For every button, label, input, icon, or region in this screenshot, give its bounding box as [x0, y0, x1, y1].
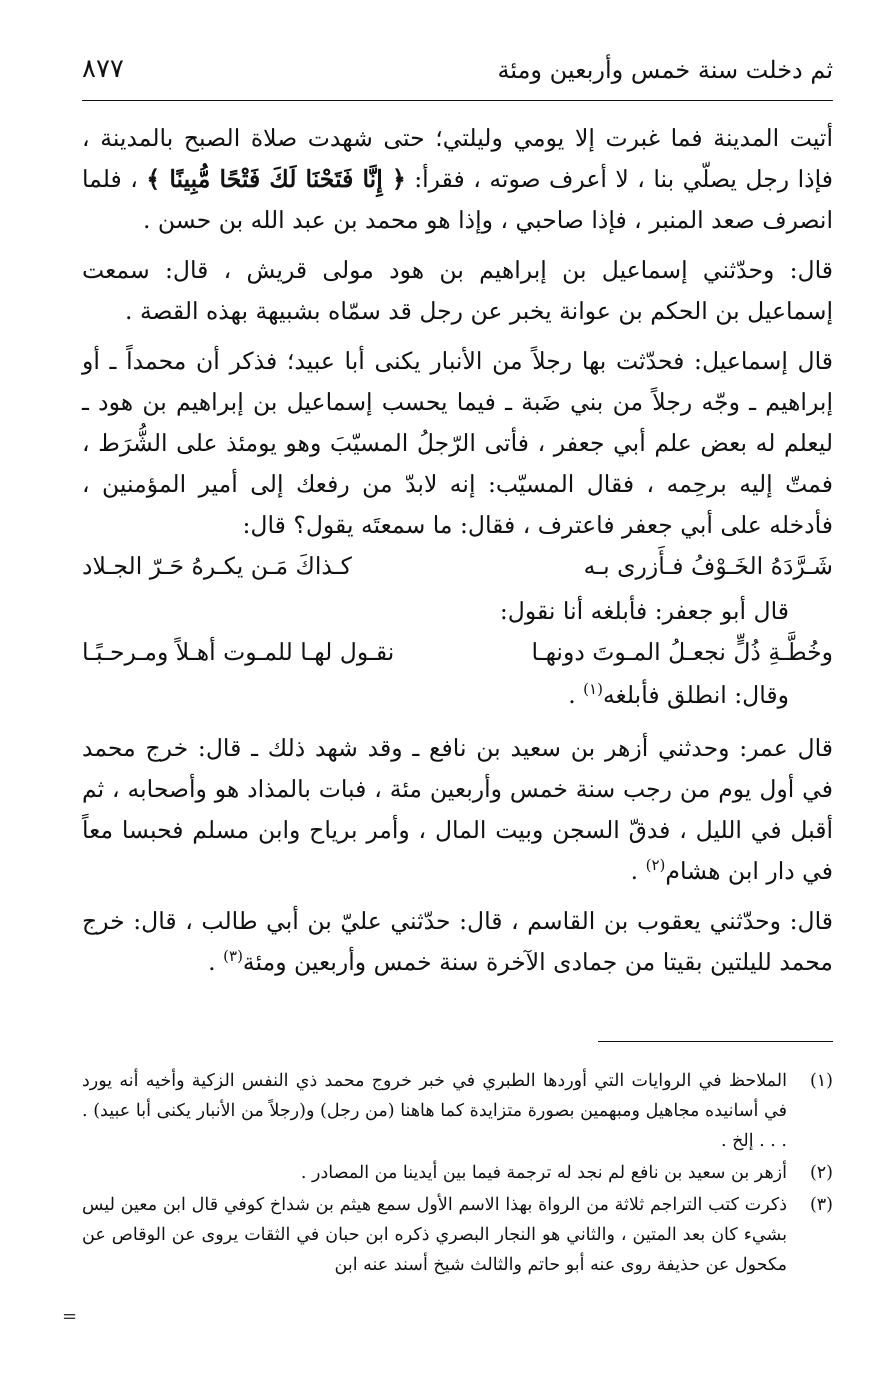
footnote-separator — [598, 1041, 833, 1042]
footnote-number: (٢) — [809, 1163, 833, 1183]
paragraph-4: قال أبو جعفر: فأبلغه أنا نقول: — [499, 597, 789, 625]
verse-2-first-hemistich: وخُطَّـةِ ذُلٍّ نجعـلُ المـوتَ دونهـا — [531, 638, 833, 666]
verse-1-second-hemistich: كـذاكَ مَـن يكـرهُ حَـرّ الجـلاد — [82, 552, 352, 580]
verse-2-second-hemistich: نقـول لهـا للمـوت أهـلاً ومـرحـبًـا — [82, 638, 395, 666]
footnotes — [82, 1066, 833, 1282]
paragraph-6 — [82, 728, 833, 892]
footnote-number: (١) — [809, 1071, 833, 1091]
running-header — [82, 52, 833, 92]
verse-1 — [82, 546, 833, 587]
footnote-1 — [82, 1066, 833, 1156]
header-title: ثم دخلت سنة خمس وأربعين ومئة — [497, 56, 833, 84]
footnote-ref-1[interactable]: (١) — [583, 680, 603, 699]
footnote-ref-2[interactable]: (٢) — [645, 856, 666, 875]
paragraph-2: قال: وحدّثني إسماعيل بن إبراهيم بن هود مولى قريش ، قال: سمعت إسماعيل بن الحكم بن عوانة يخبر عن رجل قد سمّاه بشبيهة بهذه القصة . — [82, 256, 833, 325]
footnote-text: أزهر بن سعيد بن نافع لم نجد له ترجمة فيما بين أيدينا من المصادر . — [300, 1163, 787, 1183]
quran-quote: ﴿ إِنَّا فَتَحْنَا لَكَ فَتْحًا مُّبِينًا ﴾ — [146, 165, 406, 193]
paragraph-1-text: أتيت المدينة فما غبرت إلا يومي وليلتي؛ حتى شهدت صلاة الصبح بالمدينة ، فإذا رجل يصلّي بنا ، لا أعرف صوته ، فقرأ: — [82, 124, 833, 193]
paragraph-6-end: . — [630, 857, 639, 885]
paragraph-7-end: . — [208, 948, 216, 976]
paragraph-5 — [82, 675, 833, 716]
footnote-text: ذكرت كتب التراجم ثلاثة من الرواة بهذا الاسم الأول سمع هيثم بن شداخ كوفي قال ابن معين ليس بشيء كان بعد المتين ، والثاني هو النجار البصري ذكره ابن حبان في الثقات يروى عن الوقاص عن مكحول عن حذيفة روى عنه أبو حاتم والثالث شيخ أسند عنه ابن — [82, 1195, 787, 1275]
page-number: ٨٧٧ — [82, 54, 124, 84]
footnote-2 — [82, 1158, 833, 1188]
footnote-3 — [82, 1190, 833, 1280]
paragraph-3: قال إسماعيل: فحدّثت بها رجلاً من الأنبار يكنى أبا عبيد؛ فذكر أن محمداً ـ أو إبراهيم ـ وجّه رجلاً من بني ضَبة ـ فيما يحسب إسماعيل بن إبراهيم بن هود ـ ليعلم له بعض علم أبي جعفر ، فأتى الرّجلُ المسيّبَ وهو يومئذ على الشُّرَط ، فمتّ إليه برحِمه ، فقال المسيّب: إنه لابدّ من رفعك إلى أمير المؤمنين ، فأدخله على أبي جعفر فاعترف ، فقال: ما سمعتَه يقول؟ قال: — [82, 347, 833, 539]
paragraph-6-text: قال عمر: وحدثني أزهر بن سعيد بن نافع ـ وقد شهد ذلك ـ قال: خرج محمد في أول يوم من رجب سنة خمس وأربعين مئة ، فبات بالمذاد هو وأصحابه ، ثم أقبل في الليل ، فدقّ السجن وبيت المال ، وأمر برياح وابن مسلم فحبسا معاً في دار ابن هشام — [82, 734, 833, 885]
main-text — [82, 118, 833, 983]
paragraph-5-text: وقال: انطلق فأبلغه — [602, 681, 789, 709]
paragraph-1 — [82, 118, 833, 241]
paragraph-5-end: . — [568, 681, 576, 709]
footnote-text: الملاحظ في الروايات التي أوردها الطبري في خبر خروج محمد ذي النفس الزكية وأخيه أنه يورد في أسانيده مجاهيل ومبهمين بصورة متزايدة كما هاهنا (من رجل) و(رجلاً من الأنبار يكنى أبا عبيد) . . . . إلخ . — [82, 1071, 787, 1151]
paragraph-7-text: قال: وحدّثني يعقوب بن القاسم ، قال: حدّثني عليّ بن أبي طالب ، قال: خرج محمد لليلتين بقيتا من جمادى الآخرة سنة خمس وأربعين ومئة — [82, 907, 833, 976]
footnote-ref-3[interactable]: (٣) — [223, 947, 243, 966]
paragraph-7 — [82, 901, 833, 983]
verse-1-first-hemistich: شَـرَّدَهُ الخَـوْفُ فـأَزرى بـه — [583, 552, 833, 580]
header-rule — [82, 100, 833, 101]
verse-2 — [82, 632, 833, 673]
continuation-mark: = — [62, 1306, 78, 1327]
paragraph-1-end: ، فلما انصرف صعد المنبر ، فإذا صاحبي ، وإذا هو محمد بن عبد الله بن حسن . — [82, 165, 833, 234]
footnote-number: (٣) — [809, 1195, 833, 1215]
